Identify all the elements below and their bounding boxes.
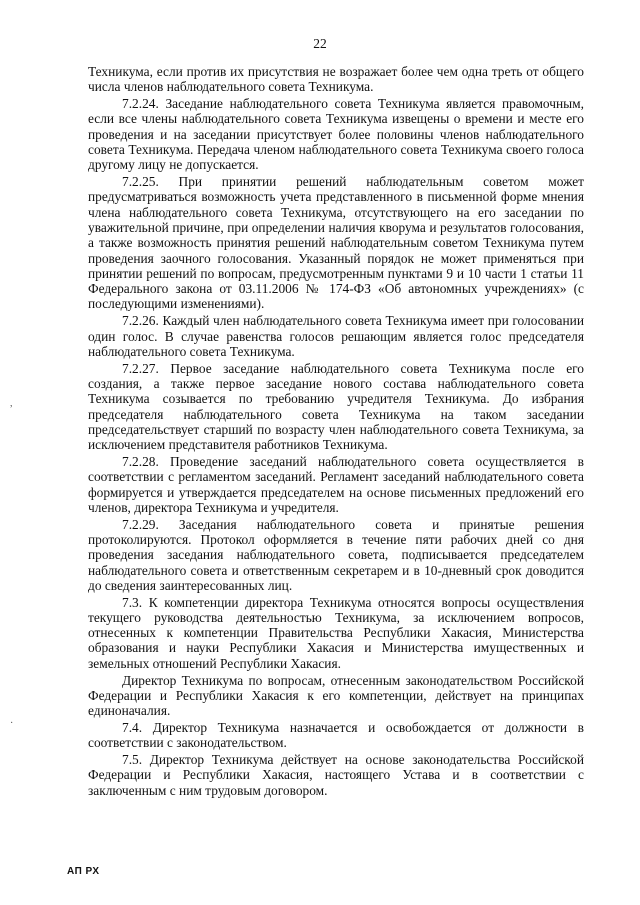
paragraph: 7.2.24. Заседание наблюдательного совета Техникума является правомочным, если все члены наблюдательного совета Техникума извещены о времени и месте его проведения и на заседании присутствует более половины членов наблюдательного совета Техникума. Передача членом наблюдательного совета Техникума своего голоса другому лицу не допускается. [88,96,584,173]
paragraph: 7.2.29. Заседания наблюдательного совета и принятые решения протоколируются. Протокол оформляется в течение пяти рабочих дней со дня проведения заседания наблюдательного совета, подписывается председателем наблюдательного совета и ответственным секретарем и в 10-дневный срок доводится до сведения заинтересованных лиц. [88,516,584,593]
body-text [88,64,584,799]
paragraph: 7.3. К компетенции директора Техникума относятся вопросы осуществления текущего руководства деятельностью Техникума, за исключением вопросов, отнесенных к компетенции Правительства Республики Хакасия, Министерства образования и науки Республики Хакасия и Министерства имущественных и земельных отношений Республики Хакасия. [88,594,584,671]
paragraph: Техникума, если против их присутствия не возражает более чем одна треть от общего числа членов наблюдательного совета Техникума. [88,64,584,95]
page-number: 22 [313,36,327,51]
scan-margin-mark: , [10,398,13,409]
paragraph: 7.4. Директор Техникума назначается и освобождается от должности в соответствии с законодательством. [88,719,584,751]
scan-margin-mark: · [10,718,14,729]
paragraph: Директор Техникума по вопросам, отнесенным законодательством Российской Федерации и Республики Хакасия к его компетенции, действует на принципах единоначалия. [88,672,584,719]
paragraph: 7.2.26. Каждый член наблюдательного совета Техникума имеет при голосовании один голос. В случае равенства голосов решающим является голос председателя наблюдательного совета Техникума. [88,313,584,359]
paragraph: 7.2.28. Проведение заседаний наблюдательного совета осуществляется в соответствии с регламентом заседаний. Регламент заседаний наблюдательного совета формируется и утверждается председателем на основе письменных предложений его членов, директора Техникума и учредителя. [88,453,584,515]
footer-stamp: АП РХ [67,866,100,877]
paragraph: 7.2.27. Первое заседание наблюдательного совета Техникума после его создания, а также первое заседание нового состава наблюдательного совета Техникума созывается по требованию учредителя Техникума. До избрания председателя наблюдательного совета Техникума на таком заседании председательствует старший по возрасту член наблюдательного совета Техникума, за исключением представителя работников Техникума. [88,360,584,453]
paragraph: 7.2.25. При принятии решений наблюдательным советом может предусматриваться возможность учета представленного в письменной форме мнения члена наблюдательного совета Техникума, отсутствующего на его заседании по уважительной причине, при определении наличия кворума и результатов голосования, а также возможность принятия решений наблюдательным советом Техникума путем проведения заочного голосования. Указанный порядок не может применяться при принятии решений по вопросам, предусмотренным пунктами 9 и 10 части 1 статьи 11 Федерального закона от 03.11.2006 № 174-ФЗ «Об автономных учреждениях» (с последующими изменениями). [88,174,584,312]
paragraph: 7.5. Директор Техникума действует на основе законодательства Российской Федерации и Республики Хакасия, настоящего Устава и в соответствии с заключенным с ним трудовым договором. [88,752,584,798]
